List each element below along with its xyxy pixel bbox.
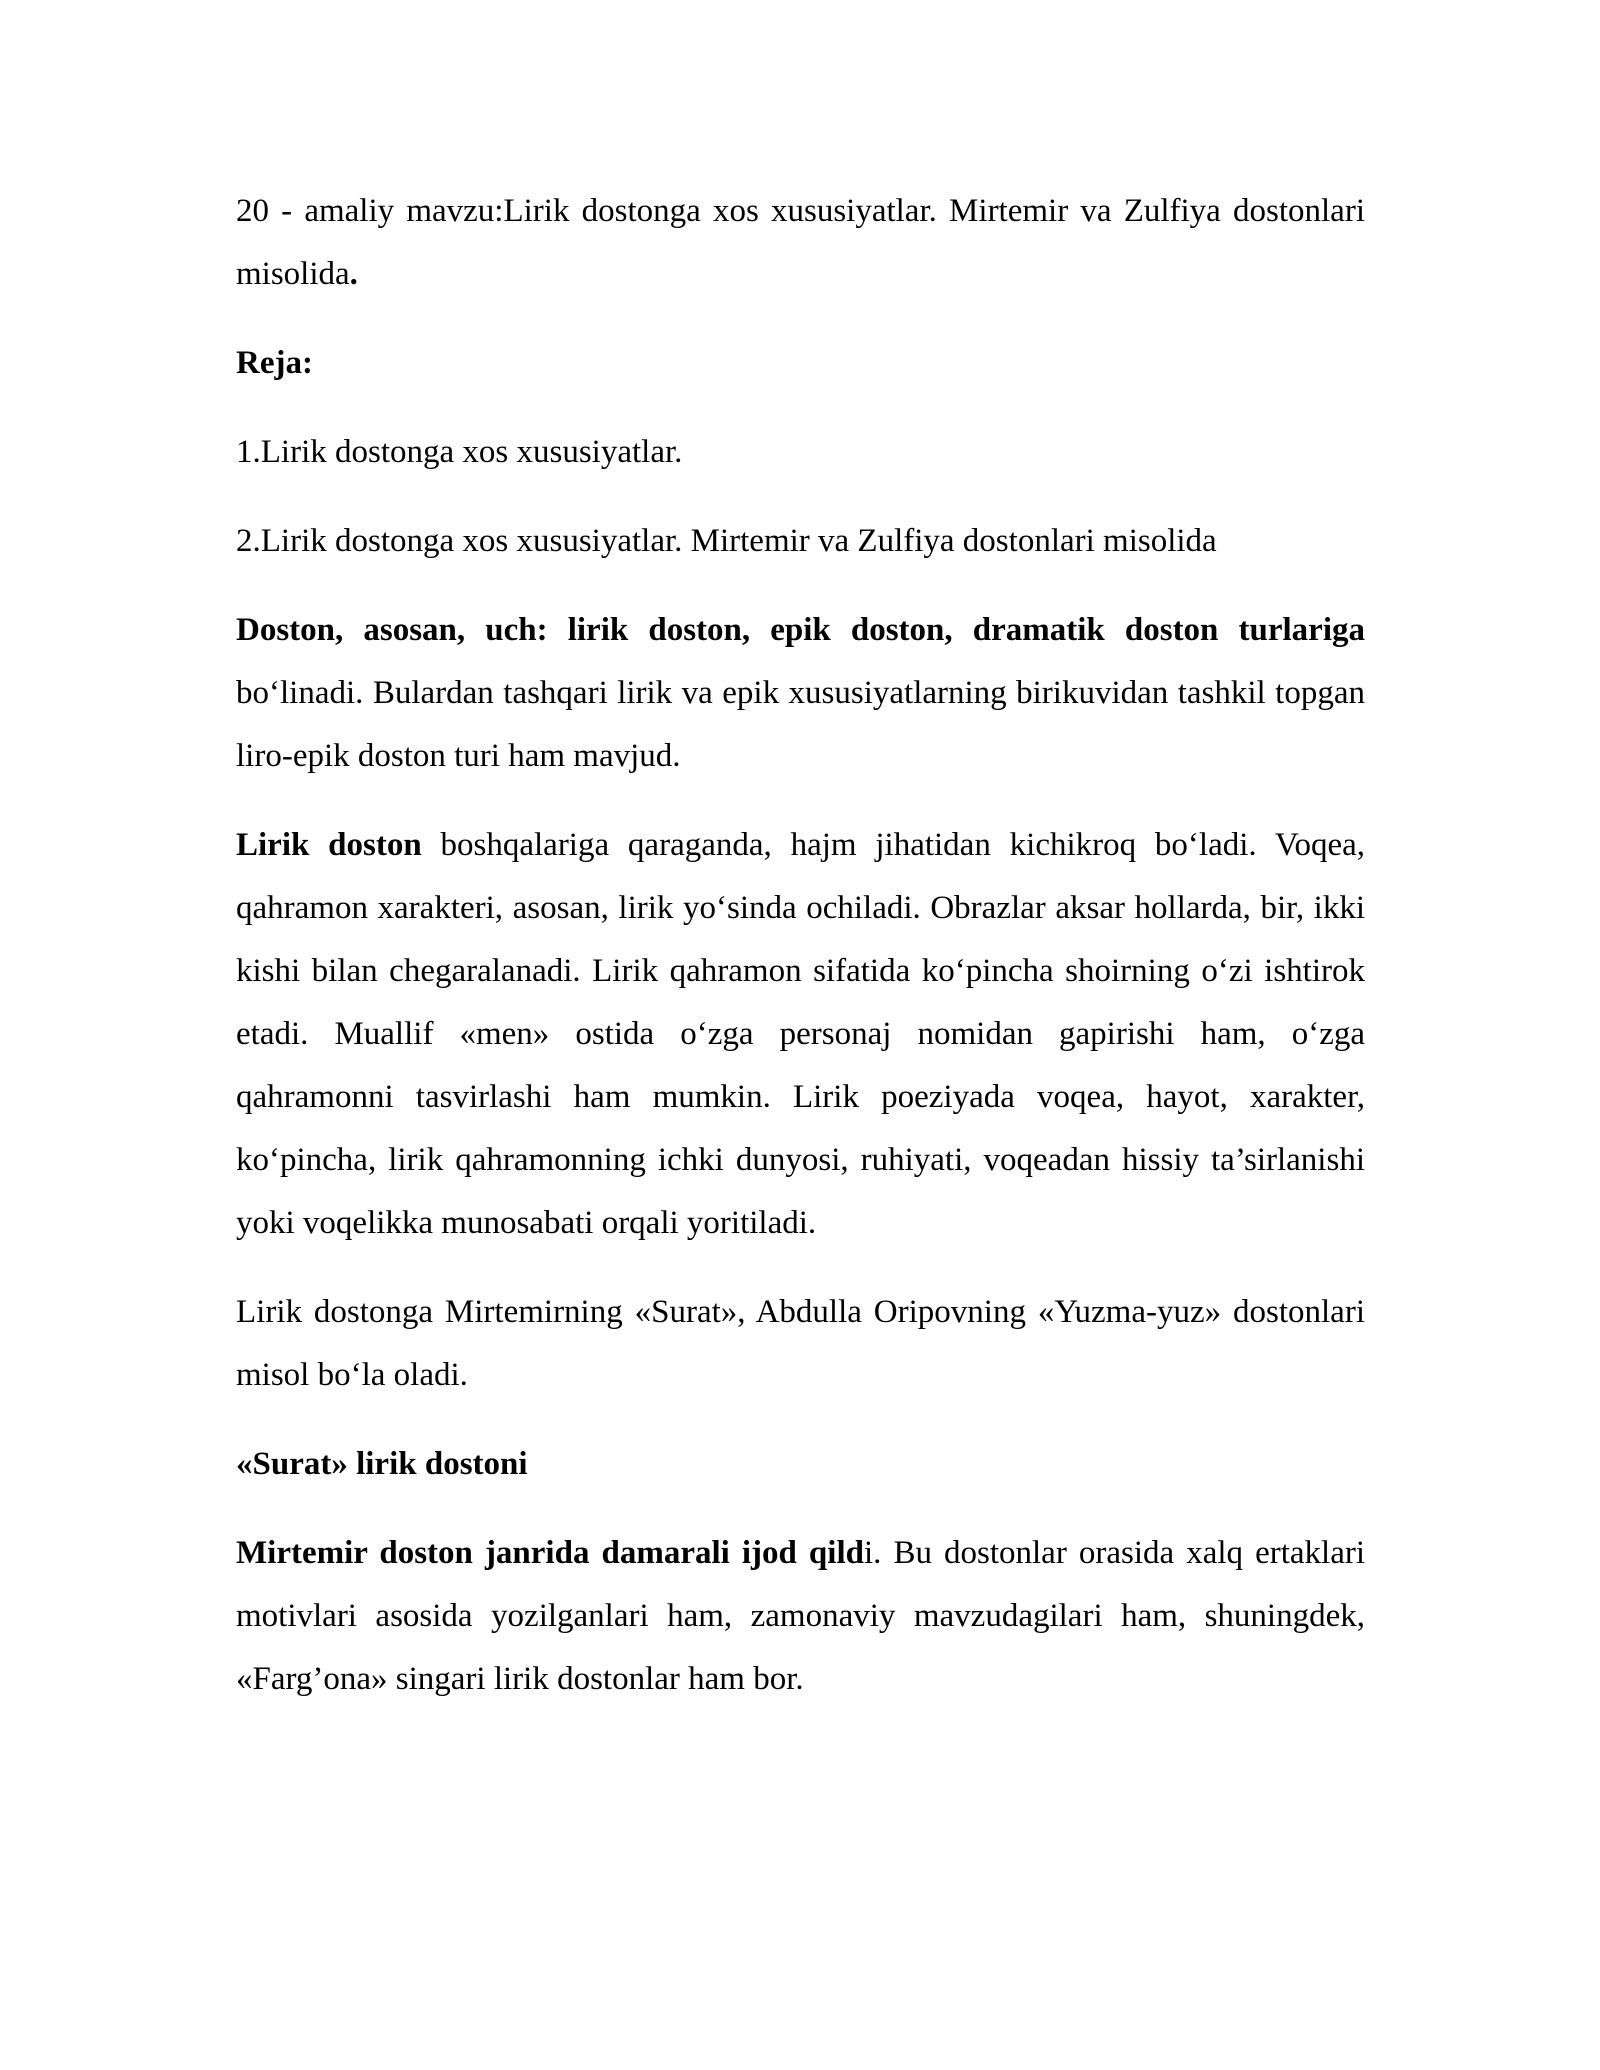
paragraph-bold-lead: Doston, asosan, uch: lirik doston, epik doston, dramatik doston turlariga xyxy=(236,612,1365,648)
paragraph-text: i. Bu dostonlar orasida xalq ertaklari motivlari asosida yozilganlari ham, zamonaviy mavzudagilari ham, shuningdek, «Farg’ona» singari lirik dostonlar ham bor. xyxy=(236,1535,1365,1697)
plan-item: 2.Lirik dostonga xos xususiyatlar. Mirtemir va Zulfiya dostonlari misolida xyxy=(236,523,1217,559)
plan-heading-text: Reja: xyxy=(236,345,313,381)
title-text: 20 - amaliy mavzu:Lirik dostonga xos xususiyatlar. Mirtemir va Zulfiya dostonlari misolida xyxy=(236,193,1365,292)
paragraph-text: bo‘linadi. Bulardan tashqari lirik va epik xususiyatlarning birikuvidan tashkil topgan liro-epik doston turi ham mavjud. xyxy=(236,675,1365,774)
section-subheading xyxy=(236,1433,1365,1496)
paragraph-mirtemir xyxy=(236,1522,1365,1711)
paragraph-doston-types xyxy=(236,599,1365,788)
plan-heading xyxy=(236,332,1365,395)
paragraph-bold-lead: Mirtemir doston janrida damarali ijod qild xyxy=(236,1535,864,1571)
paragraph-lirik-doston xyxy=(236,814,1365,1255)
paragraph-examples: Lirik dostonga Mirtemirning «Surat», Abdulla Oripovning «Yuzma-yuz» dostonlari misol bo‘la oladi. xyxy=(236,1294,1365,1393)
subheading-text: «Surat» lirik dostoni xyxy=(236,1446,528,1482)
paragraph-text: boshqalariga qaraganda, hajm jihatidan kichikroq bo‘ladi. Voqea, qahramon xarakteri, asosan, lirik yo‘sinda ochiladi. Obrazlar aksar hollarda, bir, ikki kishi bilan chegaralanadi. Lirik qahramon sifatida ko‘pincha shoirning o‘zi ishtirok etadi. Muallif «men» ostida o‘zga personaj nomidan gapirishi ham, o‘zga qahramonni tasvirlashi ham mumkin. Lirik poeziyada voqea, hayot, xarakter, ko‘pincha, lirik qahramonning ichki dunyosi, ruhiyati, voqeadan hissiy ta’sirlanishi yoki voqelikka munosabati orqali yoritiladi. xyxy=(236,827,1365,1241)
title-period: . xyxy=(349,256,358,292)
document-body xyxy=(236,180,1365,1737)
paragraph-bold-lead: Lirik doston xyxy=(236,827,422,863)
plan-item: 1.Lirik dostonga xos xususiyatlar. xyxy=(236,434,683,470)
document-title xyxy=(236,180,1365,306)
